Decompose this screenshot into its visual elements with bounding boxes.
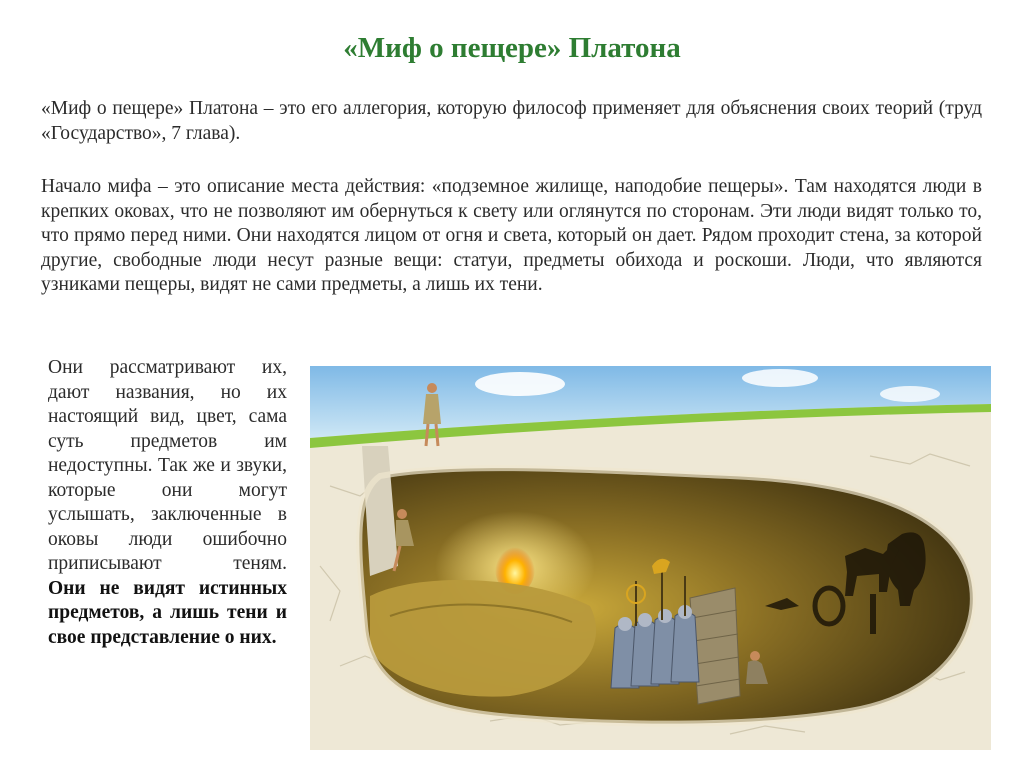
- side-text-block: [48, 356, 287, 650]
- cave-wall: [690, 588, 740, 704]
- side-paragraph: Они рассматривают их, дают названия, но их настоящий вид, цвет, сама суть предметов им недоступны. Так же и звуки, которые они могут услышать, заключенные в оковы люди ошибочно приписывают теням.: [48, 357, 287, 574]
- cloud: [475, 372, 565, 396]
- cloud: [742, 369, 818, 387]
- intro-paragraph: «Миф о пещере» Платона – это его аллегория, которую философ применяет для объяснения своих теорий (труд «Государство», 7 глава).: [41, 98, 982, 144]
- figure-shadow: [870, 594, 876, 634]
- description-paragraph: Начало мифа – это описание места действия: «подземное жилище, наподобие пещеры». Там находятся люди в крепких оковах, что не позволяют им обернуться к свету или оглянутся по сторонам. Эти люди видят только то, что прямо перед ними. Они находятся лицом от огня и света, который он дает. Рядом проходит стена, за которой другие, свободные люди несут разные вещи: статуи, предметы обихода и роскоши. Люди, что являются узниками пещеры, видят не сами предметы, а лишь их тени.: [41, 176, 982, 295]
- cloud: [880, 386, 940, 402]
- side-paragraph-bold: Они не видят истинных предметов, а лишь тени и свое представление о них.: [48, 577, 287, 648]
- page-title: «Миф о пещере» Платона: [343, 32, 681, 64]
- plato-cave-illustration: [310, 366, 991, 750]
